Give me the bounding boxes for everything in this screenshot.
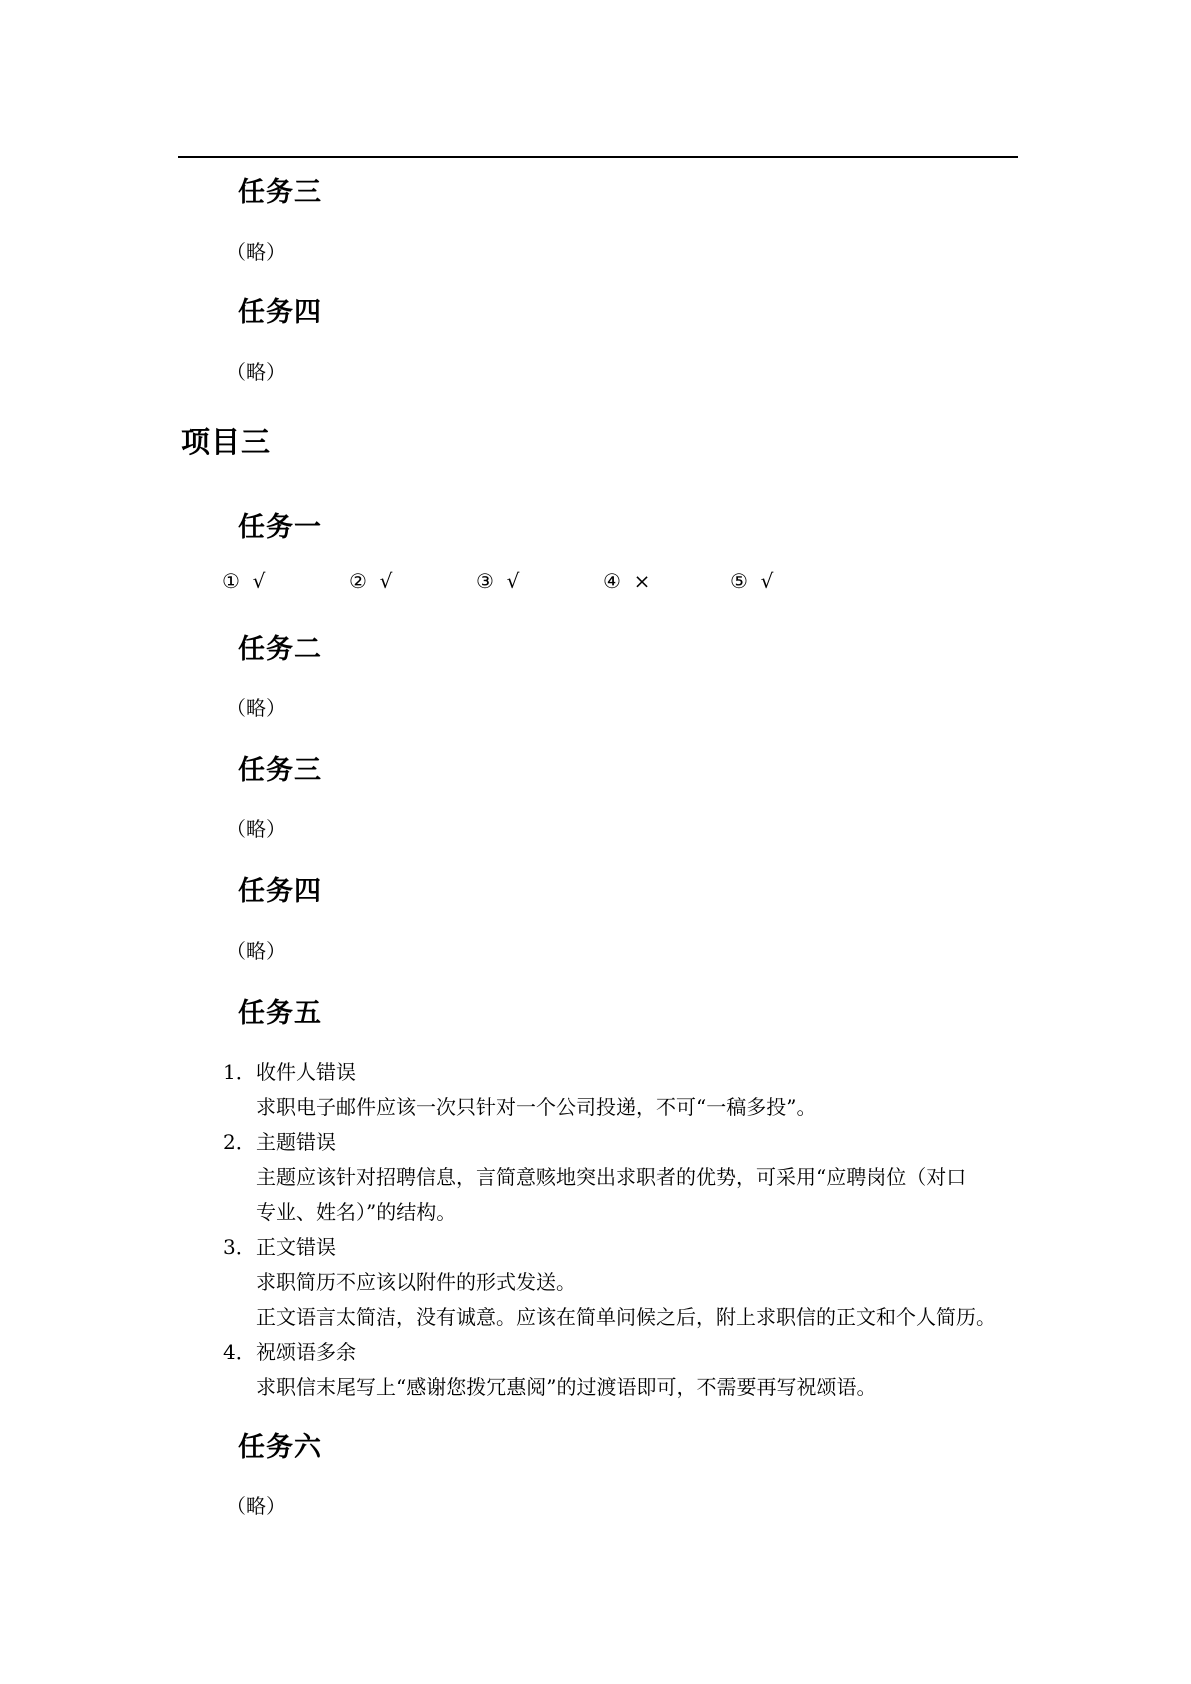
item-text: 正文语言太简洁，没有诚意。应该在简单问候之后，附上求职信的正文和个人简历。	[256, 1305, 996, 1329]
task4-note: （略）	[226, 939, 286, 963]
task4-heading: 任务四	[238, 876, 322, 907]
header-rule	[178, 156, 1018, 158]
task2-heading: 任务二	[238, 634, 322, 665]
item-text: 求职简历不应该以附件的形式发送。	[256, 1270, 576, 1294]
item-number: 3．	[223, 1235, 256, 1259]
answer-1: ① √	[222, 569, 266, 593]
item-number: 4．	[223, 1340, 256, 1364]
section-note: （略）	[226, 240, 286, 264]
section-heading-task4-prev: 任务四	[238, 297, 322, 328]
item-text: 求职信末尾写上“感谢您拨冗惠阅”的过渡语即可，不需要再写祝颂语。	[256, 1375, 877, 1399]
item-text: 主题应该针对招聘信息，言简意赅地突出求职者的优势，可采用“应聘岗位（对口	[256, 1165, 967, 1189]
section-note: （略）	[226, 360, 286, 384]
section-heading-task3-prev: 任务三	[238, 177, 322, 208]
item-text: 求职电子邮件应该一次只针对一个公司投递，不可“一稿多投”。	[256, 1095, 817, 1119]
task6-heading: 任务六	[238, 1432, 322, 1463]
task1-heading: 任务一	[238, 512, 322, 543]
answer-5: ⑤ √	[730, 569, 774, 593]
item-title: 收件人错误	[256, 1060, 356, 1084]
task3-note: （略）	[226, 817, 286, 841]
task6-note: （略）	[226, 1494, 286, 1518]
item-number: 1．	[223, 1060, 256, 1084]
item-text: 专业、姓名）”的结构。	[256, 1200, 457, 1224]
answer-4: ④ ×	[603, 569, 651, 593]
task2-note: （略）	[226, 696, 286, 720]
project-title: 项目三	[181, 425, 272, 459]
item-title: 正文错误	[256, 1235, 336, 1259]
task3-heading: 任务三	[238, 755, 322, 786]
answer-2: ② √	[349, 569, 393, 593]
task5-heading: 任务五	[238, 998, 322, 1029]
answer-3: ③ √	[476, 569, 520, 593]
item-title: 祝颂语多余	[256, 1340, 356, 1364]
item-number: 2．	[223, 1130, 256, 1154]
item-title: 主题错误	[256, 1130, 336, 1154]
